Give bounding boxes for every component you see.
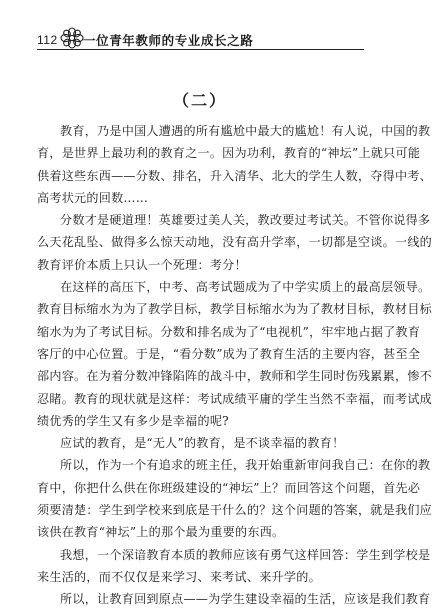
- text-line: 所以，让教育回到原点——为学生建设幸福的生活，应该是我们教育: [60, 592, 431, 607]
- page-header: [0, 0, 400, 66]
- text-line: 须要清楚：学生到学校来到底是干什么的？这个问题的答案，就是我们应: [37, 503, 432, 518]
- text-line: 在这样的高压下，中考、高考试题成为了中学实质上的最高层领导。: [60, 280, 431, 295]
- text-line: 我想，一个深谙教育本质的教师应该有勇气这样回答：学生到学校是: [60, 547, 431, 562]
- header-rule: [37, 49, 364, 50]
- section-title: （二）: [172, 91, 227, 110]
- text-line: 部内容。在为着分数冲锋陷阵的战斗中，教师和学生同时伤残累累，惨不: [37, 369, 432, 384]
- text-line: 该供在教育“神坛”上的那个最为重要的东西。: [37, 525, 285, 540]
- text-line: 忍睹。教育的现状就是这样：考试成绩平庸的学生当然不幸福，而考试成: [37, 391, 432, 406]
- text-line: 所以，作为一个有追求的班主任，我开始重新审问我自己：在你的教: [60, 458, 431, 473]
- body-text: [37, 120, 432, 611]
- page-number: 112: [37, 33, 58, 47]
- text-line: 教育，乃是中国人遭遇的所有尴尬中最大的尴尬！有人说，中国的教: [60, 124, 431, 138]
- text-line: 育中，你把什么供在你班级建设的“神坛”上？而回答这个问题，首先必: [37, 480, 421, 495]
- flower-ornament-icon: [60, 27, 84, 49]
- text-line: 缩水为为了考试目标。分数和排名成为了“电视机”，牢牢地占据了教育: [37, 324, 421, 339]
- text-line: 绩优秀的学生又有多少是幸福的呢?: [37, 413, 229, 428]
- text-line: 客厅的中心位置。于是，“看分数”成为了教育生活的主要内容，甚至全: [37, 346, 421, 361]
- text-line: 应试的教育，是“无人”的教育，是不谈幸福的教育！: [60, 436, 345, 451]
- text-line: 教育评价本质上只认一个死理：考分！: [37, 257, 247, 272]
- text-line: 育，是世界上最功利的教育之一。因为功利，教育的“神坛”上就只可能: [37, 146, 421, 161]
- text-line: 分数才是硬道理！英雄要过美人关，教改要过考试关。不管你说得多: [60, 213, 431, 228]
- text-line: 高考状元的回数……: [37, 190, 149, 205]
- running-title: 一位青年教师的专业成长之路: [83, 33, 254, 48]
- text-line: 教育目标缩水为为了教学目标，教学目标缩水为为了教材目标，教材目标: [37, 302, 432, 317]
- text-line: 来生活的，而不仅仅是来学习、来考试、来升学的。: [37, 569, 321, 584]
- text-line: 么天花乱坠、做得多么惊天动地，没有高升学率，一切都是空谈。一线的: [37, 235, 432, 250]
- text-line: 供着这些东西——分数、排名，升入清华、北大的学生人数，夺得中考、: [37, 168, 432, 183]
